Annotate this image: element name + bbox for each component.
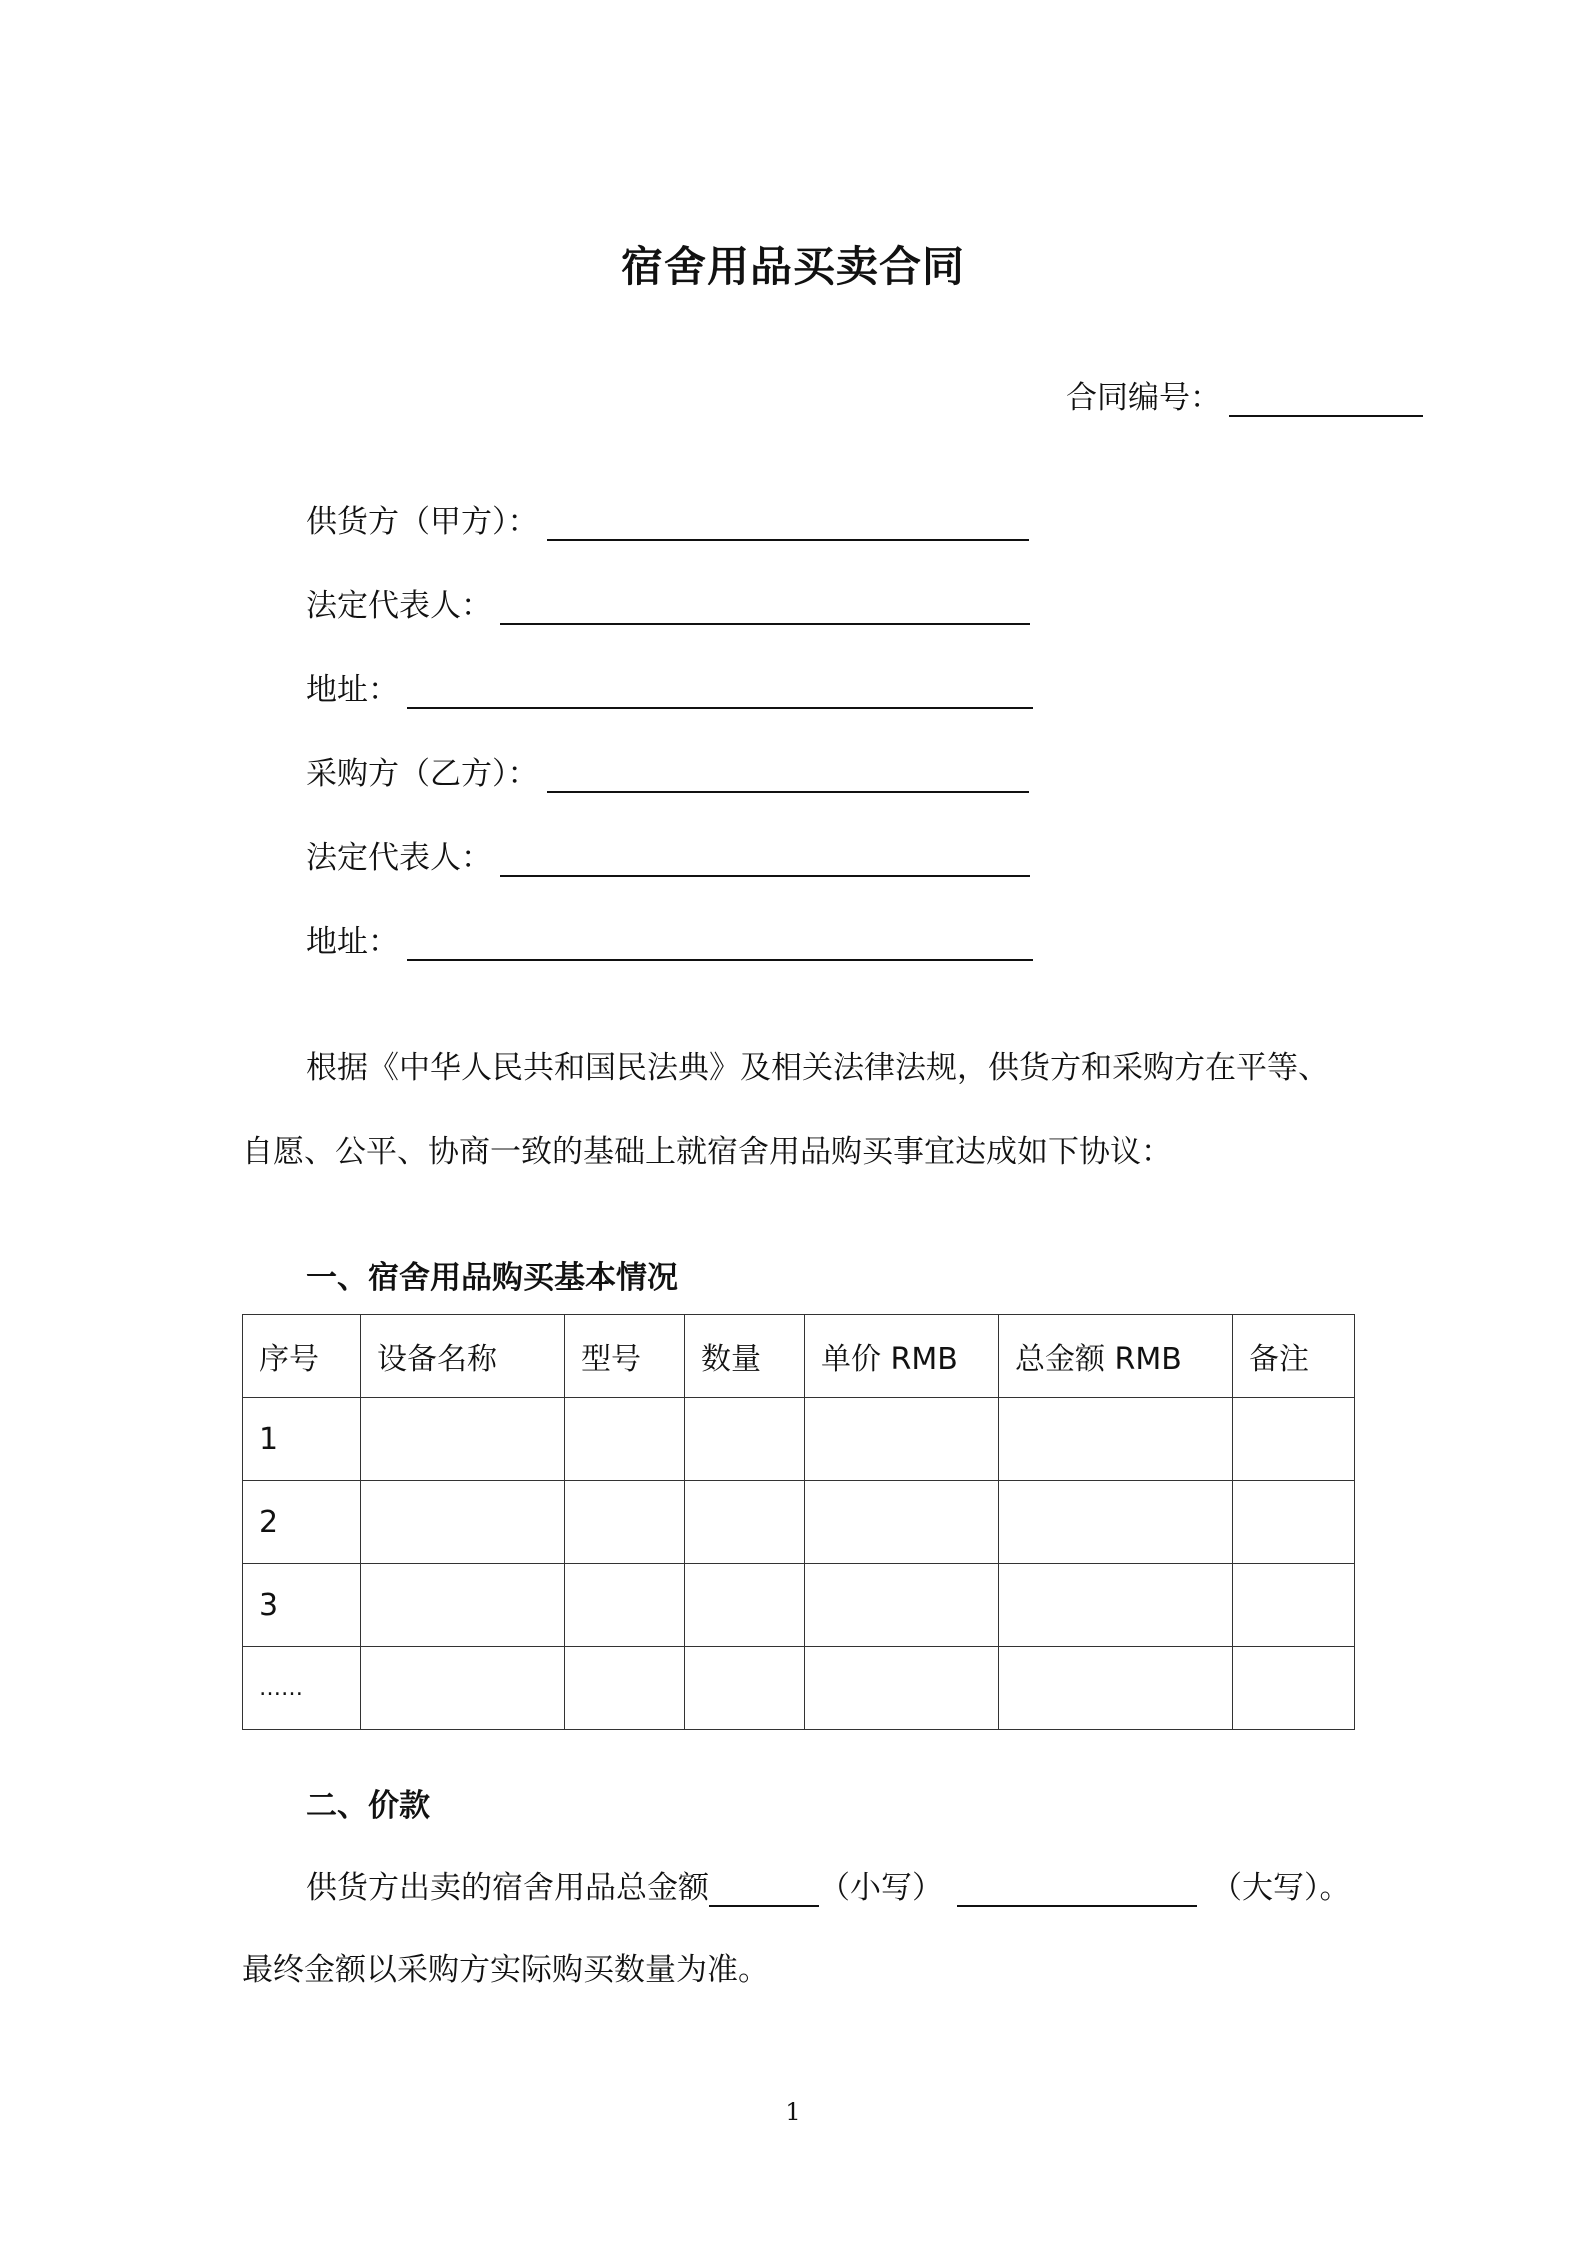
contract-number [1066,372,1423,417]
row-index: 2 [243,1481,361,1564]
buyer-address-field [306,916,1033,961]
supplier-rep-blank[interactable] [500,589,1030,625]
price-lowercase-blank[interactable] [709,1871,819,1907]
table-cell[interactable] [685,1398,805,1481]
table-cell[interactable] [361,1481,565,1564]
buyer-address-label: 地址： [306,924,399,960]
buyer-rep-blank[interactable] [500,841,1030,877]
document-title: 宿舍用品买卖合同 [620,242,965,291]
price-text-a: 供货方出卖的宿舍用品总金额 [306,1870,709,1906]
header-quantity: 数量 [685,1315,805,1398]
supplier-address-blank[interactable] [407,673,1033,709]
supplier-field [306,496,1029,541]
table-row [243,1398,1355,1481]
header-model: 型号 [565,1315,685,1398]
table-cell[interactable] [565,1564,685,1647]
buyer-address-blank[interactable] [407,925,1033,961]
buyer-blank[interactable] [547,757,1029,793]
items-table [242,1314,1355,1730]
table-row [243,1647,1355,1730]
table-cell[interactable] [565,1398,685,1481]
table-cell[interactable] [805,1481,999,1564]
supplier-rep-label: 法定代表人： [306,588,492,624]
header-unit-price: 单价 RMB [805,1315,999,1398]
table-cell[interactable] [999,1398,1233,1481]
table-cell[interactable] [361,1647,565,1730]
table-header-row [243,1315,1355,1398]
table-cell[interactable] [805,1564,999,1647]
supplier-rep-field [306,580,1030,625]
header-remarks: 备注 [1233,1315,1355,1398]
table-cell[interactable] [1233,1481,1355,1564]
table-cell[interactable] [1233,1564,1355,1647]
intro-line-1: 根据《中华人民共和国民法典》及相关法律法规，供货方和采购方在平等、 [306,1050,1329,1086]
table-cell[interactable] [685,1647,805,1730]
header-total-amount: 总金额 RMB [999,1315,1233,1398]
price-uppercase-blank[interactable] [957,1871,1197,1907]
row-index: …… [243,1647,361,1730]
page-number: 1 [785,2098,801,2126]
row-index: 1 [243,1398,361,1481]
table-cell[interactable] [999,1564,1233,1647]
intro-line-2: 自愿、公平、协商一致的基础上就宿舍用品购买事宜达成如下协议： [242,1134,1172,1170]
table-row [243,1481,1355,1564]
table-cell[interactable] [565,1481,685,1564]
buyer-label: 采购方（乙方）： [306,756,539,792]
header-equipment-name: 设备名称 [361,1315,565,1398]
table-cell[interactable] [1233,1398,1355,1481]
table-cell[interactable] [805,1647,999,1730]
table-cell[interactable] [805,1398,999,1481]
price-text-b: （小写） [819,1870,943,1906]
table-cell[interactable] [999,1481,1233,1564]
buyer-rep-field [306,832,1030,877]
price-line-1 [306,1862,1351,1907]
supplier-address-label: 地址： [306,672,399,708]
section-1-heading: 一、宿舍用品购买基本情况 [306,1260,678,1296]
buyer-field [306,748,1029,793]
table-cell[interactable] [999,1647,1233,1730]
table-cell[interactable] [1233,1647,1355,1730]
contract-number-blank[interactable] [1229,381,1423,417]
contract-number-label: 合同编号： [1066,380,1221,416]
supplier-blank[interactable] [547,505,1029,541]
header-index: 序号 [243,1315,361,1398]
supplier-label: 供货方（甲方）： [306,504,539,540]
section-2-heading: 二、价款 [306,1788,430,1824]
table-cell[interactable] [685,1481,805,1564]
price-line-2: 最终金额以采购方实际购买数量为准。 [242,1952,769,1988]
table-cell[interactable] [685,1564,805,1647]
table-cell[interactable] [361,1398,565,1481]
table-cell[interactable] [361,1564,565,1647]
table-cell[interactable] [565,1647,685,1730]
buyer-rep-label: 法定代表人： [306,840,492,876]
price-text-c: （大写）。 [1211,1870,1351,1906]
supplier-address-field [306,664,1033,709]
row-index: 3 [243,1564,361,1647]
table-row [243,1564,1355,1647]
